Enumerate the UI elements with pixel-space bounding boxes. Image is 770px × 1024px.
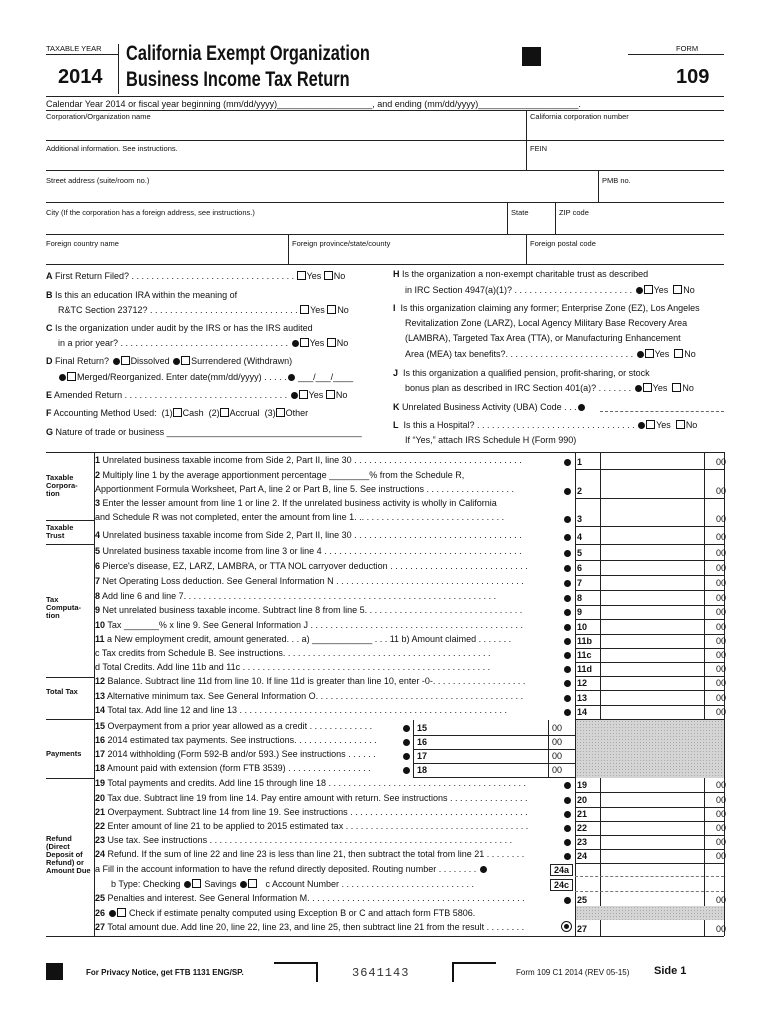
line-marker (402, 737, 411, 747)
line-number: 11 (95, 634, 105, 644)
line-marker (563, 795, 572, 805)
amount-cents[interactable]: 00 (715, 578, 726, 588)
amount-cents[interactable]: 00 (715, 532, 726, 542)
line-text: Apportionment Formula Worksheet, Part A, line 2 or Part B, line 5. See instructions . . . . . . . . . . . . . . . . . . (95, 484, 515, 494)
line-box-number: 21 (577, 809, 588, 819)
line-box-number: 11b (577, 636, 593, 646)
line-marker (563, 514, 572, 524)
box-24c: 24c (550, 879, 573, 891)
line-text: Total tax. Add line 12 and line 13 . . . . . . . . . . . . . . . . . . . . . . . . . . . . . . . . . . . . . . . . . . . . . . . . . . . . . . (107, 705, 508, 715)
line-text: Pierce's disease, EZ, LARZ, LAMBRA, or TTA NOL carryover deduction . . . . . . . . . . . . . . . . . . . . . . . . . . . . (102, 561, 528, 571)
line-text: Tax _______% x line 9. See General Information J . . . . . . . . . . . . . . . . . . . . . . . . . . . . . . . . . . . . . . . . . . . (107, 620, 524, 630)
line-text: Overpayment. Subtract line 14 from line 19. See instructions . . . . . . . . . . . . . . . . . . . . . . . . . . . . . . . . . . . . (107, 807, 528, 817)
line-text: Refund. If the sum of line 22 and line 23 is less than line 21, then subtract the total from line 21 . . . . . . . . (107, 849, 525, 859)
line-row (95, 821, 569, 835)
line-row (95, 849, 569, 863)
payment-box-number: 16 (417, 737, 428, 747)
line-marker (563, 823, 572, 833)
line-text: Overpayment from a prior year allowed as a credit . . . . . . . . . . . . . (107, 721, 373, 731)
section-taxable-trust: Taxable Trust (46, 523, 74, 540)
line-25: 25 Penalties and interest. See General Information M. . . . . . . . . . . . . . . . . . . . . . . . . . . . . . . . . . . . . . . . . . . . (95, 893, 525, 903)
calendar-year-line[interactable]: Calendar Year 2014 or fiscal year beginning (mm/dd/yyyy)___________________, and ending (mm/dd/yyyy)____________________. (46, 99, 581, 109)
line-box-number: 12 (577, 678, 588, 688)
line-number: 5 (95, 546, 101, 556)
question-e: E Amended Return . . . . . . . . . . . . . . . . . . . . . . . . . . . . . . . . . Yes No (46, 390, 348, 400)
line-box-number: 8 (577, 593, 583, 603)
foreign-country-field[interactable]: Foreign country name (46, 239, 119, 248)
line-text: Amount paid with extension (form FTB 3539) . . . . . . . . . . . . . . . . . (107, 763, 371, 773)
line-marker (563, 693, 572, 703)
payment-cents[interactable]: 00 (552, 723, 563, 733)
city-field[interactable]: City (If the corporation has a foreign address, see instructions.) (46, 208, 255, 217)
line-box-number: 14 (577, 707, 588, 717)
form-title-line2: Business Income Tax Return (126, 68, 350, 91)
line-number: 8 (95, 591, 101, 601)
payment-box-number: 15 (417, 723, 428, 733)
payment-row (95, 763, 405, 777)
taxable-year-label: TAXABLE YEAR (46, 44, 102, 53)
line-marker (563, 636, 572, 646)
e-no-checkbox[interactable] (326, 390, 335, 399)
uba-code-field[interactable] (600, 411, 724, 412)
box-24a: 24a (550, 864, 573, 876)
payment-row (95, 721, 405, 735)
line-row (95, 484, 569, 498)
amount-cents[interactable]: 00 (715, 650, 726, 660)
line-box-number: 5 (577, 548, 583, 558)
h-yes-checkbox[interactable] (644, 285, 653, 294)
question-l-line2: If “Yes,” attach IRS Schedule H (Form 990) (405, 435, 577, 445)
question-j-line2: bonus plan as described in IRC Section 401(a)? . . . . . . . Yes No (405, 383, 694, 393)
question-d: D Final Return? Dissolved Surrendered (Withdrawn) (46, 356, 293, 366)
payment-cents[interactable]: 00 (552, 737, 563, 747)
line-number: 9 (95, 605, 101, 615)
line-box-number: 3 (577, 514, 583, 524)
line-row (95, 605, 569, 619)
line-marker (563, 457, 572, 467)
line-row (95, 662, 569, 676)
payment-cents[interactable]: 00 (552, 751, 563, 761)
account-number-field[interactable] (575, 891, 724, 892)
line-box-number: 23 (577, 837, 588, 847)
line-text: Net Operating Loss deduction. See General Information N . . . . . . . . . . . . . . . . . . . . . . . . . . . . . . . . . . . . . . (102, 576, 524, 586)
zip-field[interactable]: ZIP code (559, 208, 589, 217)
shaded-area (576, 720, 724, 778)
payment-row (95, 749, 405, 763)
line-text: Unrelated business taxable income from line 3 or line 4 . . . . . . . . . . . . . . . . . . . . . . . . . . . . . . . . . . . . . . . . (102, 546, 522, 556)
question-l: L Is this a Hospital? . . . . . . . . . . . . . . . . . . . . . . . . . . . . . . . . Yes No (393, 420, 698, 430)
line-marker (563, 532, 572, 542)
line-marker (563, 837, 572, 847)
line-marker (563, 578, 572, 588)
line-row (95, 648, 569, 662)
payment-box-number: 17 (417, 751, 428, 761)
line-row (95, 705, 569, 719)
line-number: 3 (95, 498, 101, 508)
d-dissolved-checkbox[interactable] (121, 356, 130, 365)
line-box-number: 11c (577, 650, 592, 660)
amount-cents[interactable]: 00 (715, 664, 726, 674)
line-number: 17 (95, 749, 106, 759)
line-marker (563, 780, 572, 790)
line-27-marker (561, 921, 572, 932)
question-k: K Unrelated Business Activity (UBA) Code . . . (393, 402, 586, 412)
line-row (95, 591, 569, 605)
line-marker (563, 486, 572, 496)
line-box-number: 10 (577, 622, 588, 632)
line-box-number: 6 (577, 563, 583, 573)
line-26: 26 Check if estimate penalty computed using Exception B or C and attach form FTB 5806. (95, 908, 476, 918)
line-marker (402, 765, 411, 775)
h-no-checkbox[interactable] (673, 285, 682, 294)
question-i-line2: Revitalization Zone (LARZ), Local Agency Military Base Recovery Area (405, 318, 688, 328)
line-text: 2014 withholding (Form 592-B and/or 593.) See instructions . . . . . . (107, 749, 376, 759)
line-text: Unrelated business taxable income from Side 2, Part II, line 30 . . . . . . . . . . . . . . . . . . . . . . . . . . . . . . . . . . (102, 455, 522, 465)
line-text: Multiply line 1 by the average apportionment percentage ________% from the Schedule R, (102, 470, 465, 480)
amount-cents[interactable]: 00 (715, 548, 726, 558)
a-no-checkbox[interactable] (324, 271, 333, 280)
line-number: 18 (95, 763, 106, 773)
line-marker (563, 563, 572, 573)
line-marker (563, 678, 572, 688)
line-box-number: 4 (577, 532, 583, 542)
corner-mark-left (274, 962, 318, 982)
question-i: I Is this organization claiming any former; Enterprise Zone (EZ), Los Angeles (393, 303, 700, 313)
line-26-checkbox[interactable] (117, 908, 126, 917)
line-text: Net unrelated business taxable income. Subtract line 8 from line 5. . . . . . . . . . . . . . . . . . . . . . . . . . . . . . . . (102, 605, 523, 615)
f-accrual-checkbox[interactable] (220, 408, 229, 417)
box-25: 25 (577, 895, 588, 905)
amount-cents[interactable]: 00 (715, 514, 726, 524)
amount-cents[interactable]: 00 (715, 693, 726, 703)
amount-cents[interactable]: 00 (715, 622, 726, 632)
amount-cents[interactable]: 00 (715, 851, 726, 861)
line-text: Balance. Subtract line 11d from line 10. If line 11d is greater than line 10, enter -0-. . . . . . . . . . . . . . . . . . . (107, 676, 526, 686)
line-text: Total payments and credits. Add line 15 through line 18 . . . . . . . . . . . . . . . . . . . . . . . . . . . . . . . . . . . . . . . . (107, 778, 527, 788)
line-number: 19 (95, 778, 106, 788)
question-c-line2: in a prior year? . . . . . . . . . . . . . . . . . . . . . . . . . . . . . . . . . . Yes No (58, 338, 349, 348)
line-number: 24 (95, 849, 106, 859)
b-yes-checkbox[interactable] (300, 305, 309, 314)
footer-mark-left (46, 963, 63, 980)
payment-row (95, 735, 405, 749)
line-25-marker (563, 895, 572, 905)
tax-year: 2014 (58, 66, 103, 88)
section-refund: Refund (Direct Deposit of Refund) or Amount Due (46, 834, 91, 875)
line-row (95, 498, 569, 512)
line-row (95, 455, 569, 469)
line-row (95, 676, 569, 690)
checking-checkbox[interactable] (192, 879, 201, 888)
line-number: 22 (95, 821, 106, 831)
payment-cents[interactable]: 00 (552, 765, 563, 775)
line-number: 23 (95, 835, 106, 845)
section-total-tax: Total Tax (46, 687, 78, 696)
line-box-number: 20 (577, 795, 588, 805)
question-j: J Is this organization a qualified pension, profit-sharing, or stock (393, 368, 650, 378)
d-surrendered-checkbox[interactable] (181, 356, 190, 365)
line-marker (563, 707, 572, 717)
amount-cents[interactable]: 00 (715, 780, 726, 790)
routing-number-field[interactable] (575, 876, 724, 877)
question-i-line4: Area (MEA) tax benefits?. . . . . . . . . . . . . . . . . . . . . . . . . . Yes No (405, 349, 696, 359)
line-box-number: 19 (577, 780, 588, 790)
line-text: Add line 6 and line 7. . . . . . . . . . . . . . . . . . . . . . . . . . . . . . . . . . . . . . . . . . . . . . . . . . . . . . . . . . . . . . . (102, 591, 497, 601)
form-barcode-number: 3641143 (352, 966, 410, 980)
ca-corp-number-field[interactable]: California corporation number (530, 112, 629, 121)
line-number: 2 (95, 470, 101, 480)
d-merged-checkbox[interactable] (67, 372, 76, 381)
line-row (95, 807, 569, 821)
l-no-checkbox[interactable] (676, 420, 685, 429)
line-27: 27 Total amount due. Add line 20, line 22, line 23, and line 25, then subtract line 21 from the result . . . . . . . . (95, 922, 525, 932)
line-number: 10 (95, 620, 106, 630)
a-yes-checkbox[interactable] (297, 271, 306, 280)
line-number: 21 (95, 807, 106, 817)
line-text: Unrelated business taxable income from Side 2, Part II, line 30 . . . . . . . . . . . . . . . . . . . . . . . . . . . . . . . . . . (102, 530, 522, 540)
line-box-number: 13 (577, 693, 588, 703)
street-address-field[interactable]: Street address (suite/room no.) (46, 176, 150, 185)
line-24b: b Type: Checking Savings c Account Number . . . . . . . . . . . . . . . . . . . . . . . . . . . (111, 879, 475, 889)
line-row (95, 561, 569, 575)
line-text: Use tax. See instructions . . . . . . . . . . . . . . . . . . . . . . . . . . . . . . . . . . . . . . . . . . . . . . . . . . . . . . . . . . . . . (107, 835, 513, 845)
line-27-cents[interactable]: 00 (715, 924, 726, 934)
line-box-number: 11d (577, 664, 593, 674)
amount-cents[interactable]: 00 (715, 678, 726, 688)
line-text: c Tax credits from Schedule B. See instructions. . . . . . . . . . . . . . . . . . . . . . . . . . . . . . . . . . . . . . . . . . (95, 648, 491, 658)
section-taxable-corp: Taxable Corpora- tion (46, 473, 78, 498)
amount-cents[interactable]: 00 (715, 563, 726, 573)
additional-info-field[interactable]: Additional information. See instructions. (46, 144, 178, 153)
amount-cents[interactable]: 00 (715, 795, 726, 805)
line-row (95, 530, 569, 544)
corp-name-field[interactable]: Corporation/Organization name (46, 112, 151, 121)
foreign-province-field[interactable]: Foreign province/state/county (292, 239, 391, 248)
savings-checkbox[interactable] (248, 879, 257, 888)
line-row (95, 470, 569, 484)
amount-cents[interactable]: 00 (715, 823, 726, 833)
line-number: 1 (95, 455, 101, 465)
line-text: 2014 estimated tax payments. See instructions. . . . . . . . . . . . . . . . . (107, 735, 377, 745)
d-merged-date[interactable]: ___/___/____ (298, 372, 354, 382)
question-i-line3: (LAMBRA), Targeted Tax Area (TTA), or Manufacturing Enhancement (405, 333, 681, 343)
line-marker (563, 664, 572, 674)
form-title-line1: California Exempt Organization (126, 42, 370, 65)
foreign-postal-field[interactable]: Foreign postal code (530, 239, 596, 248)
line-marker (563, 593, 572, 603)
line-24a: a Fill in the account information to have the refund directly deposited. Routing number . . . . . . . . (95, 864, 569, 878)
line-box-number: 22 (577, 823, 588, 833)
line-marker (563, 851, 572, 861)
amount-cents[interactable]: 00 (715, 809, 726, 819)
amount-cents[interactable]: 00 (715, 457, 726, 467)
amount-cents[interactable]: 00 (715, 593, 726, 603)
line-text: Alternative minimum tax. See General Information O. . . . . . . . . . . . . . . . . . . . . . . . . . . . . . . . . . . . . . . . . . (107, 691, 524, 701)
registration-mark (522, 47, 541, 66)
line-row (95, 835, 569, 849)
f-cash-checkbox[interactable] (173, 408, 182, 417)
line-marker (563, 809, 572, 819)
line-number: 12 (95, 676, 106, 686)
line-marker (402, 723, 411, 733)
line-number: 13 (95, 691, 106, 701)
line-text: Enter amount of line 21 to be applied to 2015 estimated tax . . . . . . . . . . . . . . . . . . . . . . . . . . . . . . . . . . . . . (107, 821, 529, 831)
payment-box-number: 18 (417, 765, 428, 775)
e-yes-checkbox[interactable] (299, 390, 308, 399)
line-box-number: 9 (577, 607, 583, 617)
line-row (95, 546, 569, 560)
amount-cents[interactable]: 00 (715, 486, 726, 496)
amount-cents[interactable]: 00 (715, 837, 726, 847)
line-number: 20 (95, 793, 106, 803)
state-field[interactable]: State (511, 208, 529, 217)
question-c: C Is the organization under audit by the IRS or has the IRS audited (46, 323, 313, 333)
amount-cents[interactable]: 00 (715, 636, 726, 646)
line-text: Enter the lesser amount from line 1 or line 2. If the unrelated business activity is wholly in California (102, 498, 497, 508)
line-25-cents[interactable]: 00 (715, 895, 726, 905)
line-marker (563, 548, 572, 558)
line-box-number: 7 (577, 578, 583, 588)
line-row (95, 620, 569, 634)
line-marker (563, 650, 572, 660)
line-number: 4 (95, 530, 101, 540)
l-yes-checkbox[interactable] (646, 420, 655, 429)
question-h: H Is the organization a non-exempt charitable trust as described (393, 269, 649, 279)
line-number: 14 (95, 705, 106, 715)
privacy-notice: For Privacy Notice, get FTB 1131 ENG/SP. (86, 968, 244, 977)
line-text: Tax due. Subtract line 19 from line 14. Pay entire amount with return. See instructions . . . . . . . . . . . . . . . . (107, 793, 528, 803)
line-row (95, 778, 569, 792)
amount-cents[interactable]: 00 (715, 607, 726, 617)
j-yes-checkbox[interactable] (643, 383, 652, 392)
line-number: 7 (95, 576, 101, 586)
line-row (95, 634, 569, 648)
fein-field[interactable]: FEIN (530, 144, 548, 153)
i-no-checkbox[interactable] (674, 349, 683, 358)
line-box-number: 24 (577, 851, 588, 861)
box-27: 27 (577, 924, 588, 934)
form-number: 109 (676, 66, 710, 88)
question-b: B Is this an education IRA within the meaning of (46, 290, 238, 300)
form-label: FORM (676, 44, 699, 53)
shaded-area-26 (576, 906, 724, 920)
question-g[interactable]: G Nature of trade or business _______________________________________ (46, 427, 362, 437)
i-yes-checkbox[interactable] (645, 349, 654, 358)
question-h-line2: in IRC Section 4947(a)(1)? . . . . . . . . . . . . . . . . . . . . . . . . Yes No (405, 285, 695, 295)
line-text: and Schedule R was not completed, enter the amount from line 1. .. . . . . . . . . . . . . . . . . . . . . . . . . . . . . (95, 512, 505, 522)
line-text: d Total Credits. Add line 11b and 11c . . . . . . . . . . . . . . . . . . . . . . . . . . . . . . . . . . . . . . . . . . . . . . . . . . (95, 662, 491, 672)
f-other-checkbox[interactable] (276, 408, 285, 417)
line-marker (563, 622, 572, 632)
corner-mark-right (452, 962, 496, 982)
question-f: F Accounting Method Used: (1) Cash (2) Accrual (3) Other (46, 408, 309, 418)
line-box-number: 2 (577, 486, 583, 496)
question-d-merged: Merged/Reorganized. Enter date(mm/dd/yyyy) . . . . . ___/___/____ (58, 372, 353, 382)
section-tax-computation: Tax Computa- tion (46, 595, 81, 620)
question-a: A First Return Filed? . . . . . . . . . . . . . . . . . . . . . . . . . . . . . . . . . Yes No (46, 271, 346, 281)
j-no-checkbox[interactable] (672, 383, 681, 392)
c-yes-checkbox[interactable] (300, 338, 309, 347)
form-reference: Form 109 C1 2014 (REV 05-15) (516, 968, 630, 977)
line-number: 15 (95, 721, 106, 731)
line-row (95, 793, 569, 807)
line-box-number: 1 (577, 457, 583, 467)
line-number: 6 (95, 561, 101, 571)
section-payments: Payments (46, 749, 82, 758)
c-no-checkbox[interactable] (327, 338, 336, 347)
line-row (95, 576, 569, 590)
line-row (95, 691, 569, 705)
side-number: Side 1 (654, 965, 687, 977)
amount-cents[interactable]: 00 (715, 707, 726, 717)
line-number: 16 (95, 735, 106, 745)
b-no-checkbox[interactable] (327, 305, 336, 314)
line-marker (563, 607, 572, 617)
line-marker (402, 751, 411, 761)
line-text: a New employment credit, amount generated. . . a) ____________ . . . 11 b) Amount claimed . . . . . . . (107, 634, 512, 644)
question-b-line2: R&TC Section 23712? . . . . . . . . . . . . . . . . . . . . . . . . . . . . . . Yes No (58, 305, 349, 315)
pmb-field[interactable]: PMB no. (602, 176, 631, 185)
line-row (95, 512, 569, 526)
